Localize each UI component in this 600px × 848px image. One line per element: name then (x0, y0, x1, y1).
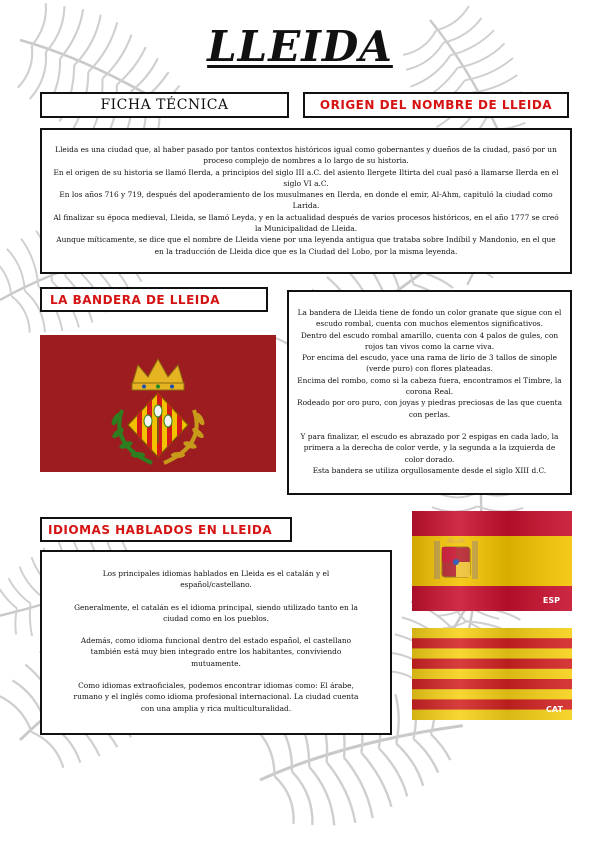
bandera-line: Esta bandera se utiliza orgullosamente desde el siglo XIII d.C. (312, 465, 547, 475)
spain-flag (412, 511, 572, 611)
bandera-line: Encima del rombo, como si la cabeza fuera, encontramos el Timbre, la corona Real. (297, 375, 562, 397)
bandera-text-box (287, 290, 572, 495)
page-title: LLEIDA (207, 22, 393, 71)
origen-paragraph: En los años 716 y 719, después del apoderamiento de los musulmanes en Ilerda, en donde el emir, Al-Ahm, capituló la ciudad como Larida. (59, 190, 553, 211)
bandera-line: Y para finalizar, el escudo es abrazado por 2 espigas en cada lado, la primera a la derecha de color verde, y la segunda a la izquierda de color dorado. (300, 431, 559, 464)
cat-label: CAT (546, 705, 563, 714)
esp-label: ESP (542, 596, 560, 605)
idiomas-text-box (40, 550, 392, 735)
origen-paragraph: En el origen de su historia se llamó Ilerda, a principios del siglo III a.C. del asiento Ilergete Iltirta del cual pasó a llamarse Ilerda en el siglo VI a.C. (53, 167, 559, 188)
origen-paragraph: Aunque míticamente, se dice que el nombre de Lleida viene por una leyenda antigua que trataba sobre Indíbil y Mandonio, en el que en la traducción de Lleida dice que es la Ciudad del Lobo, por la misma leyenda. (56, 235, 556, 256)
idiomas-paragraph: Los principales idiomas hablados en Lleida es el catalán y el español/castellano. (102, 569, 330, 590)
ficha-tecnica-box: FICHA TÉCNICA (40, 92, 289, 118)
catalonia-flag (412, 628, 572, 720)
idiomas-paragraph: Además, como idioma funcional dentro del estado español, el castellano también está muy bien integrado entre los habitantes, conviviendo mutuamente. (80, 636, 352, 668)
origen-paragraph: Lleida es una ciudad que, al haber pasado por tantos contextos históricos igual como gobernantes y dueños de la ciudad, pasó por un proceso complejo de nombres a lo largo de su historia. (55, 145, 557, 166)
lleida-flag (40, 335, 276, 472)
origen-text-box (40, 128, 572, 274)
bandera-line: La bandera de Lleida tiene de fondo un color granate que sigue con el escudo rombal, cuenta con muchos elementos significativos. (297, 308, 562, 329)
idiomas-paragraph: Generalmente, el catalán es el idioma principal, siendo utilizado tanto en la ciudad como en los pueblos. (74, 602, 358, 623)
bandera-line: Por encima del escudo, yace una rama de lirio de 3 tallos de sinople (verde puro) con flores plateadas. (302, 353, 557, 374)
origen-paragraph: Al finalizar su época medieval, Lleida, se llamó Leyda, y en la actualidad después de varios procesos históricos, en el año 1777 se creó la Municipalidad de Lleida. (53, 212, 559, 234)
origen-heading: ORIGEN DEL NOMBRE DE LLEIDA (303, 92, 569, 118)
bandera-heading: LA BANDERA DE LLEIDA (40, 287, 268, 312)
bandera-line: Dentro del escudo rombal amarillo, cuenta con 4 palos de gules, con rojos tan vivos como la carne viva. (300, 330, 559, 351)
bandera-line: Rodeado por oro puro, con joyas y piedras preciosas de las que cuenta con perlas. (297, 398, 562, 419)
idiomas-heading: IDIOMAS HABLADOS EN LLEIDA (40, 517, 292, 542)
idiomas-paragraph: Como idiomas extraoficiales, podemos encontrar idiomas como: El árabe, rumano y el inglés como idioma profesional internacional. La ciudad cuenta con una amplia y rica multiculturalidad. (73, 681, 359, 713)
